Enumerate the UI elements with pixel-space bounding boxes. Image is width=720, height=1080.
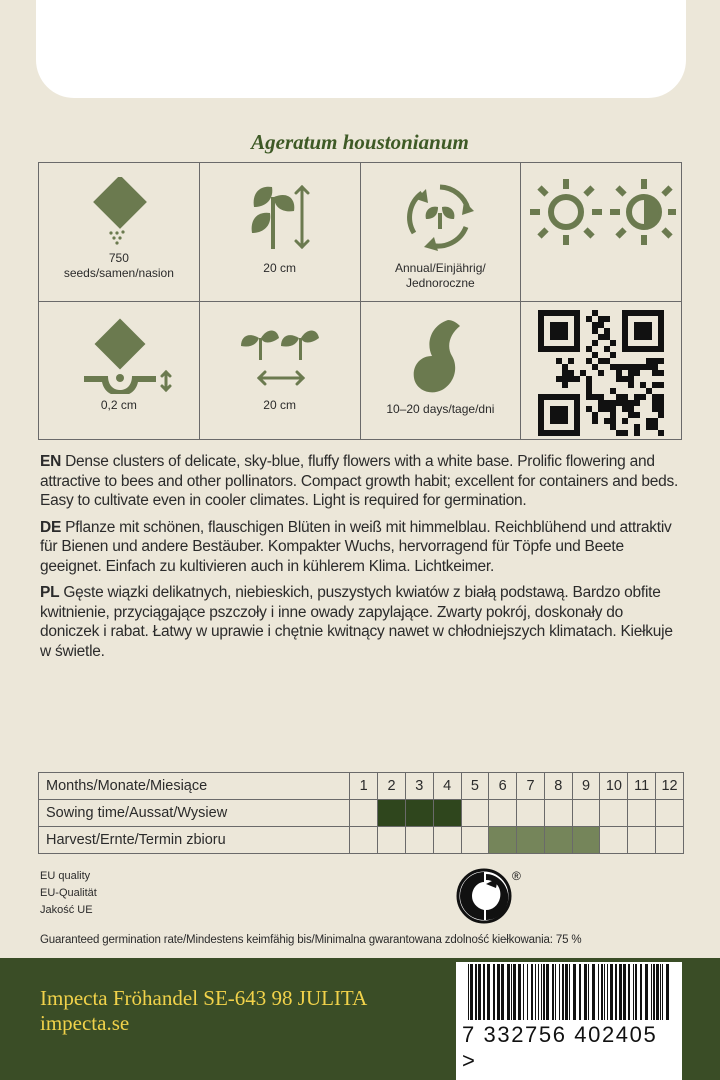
icon-grid <box>38 162 682 440</box>
month-header: 6 <box>489 773 517 800</box>
eu-quality <box>40 868 97 919</box>
plant-spacing-value: 20 cm <box>263 397 296 412</box>
harvest-month-cell <box>656 827 684 854</box>
harvest-month-cell <box>433 827 461 854</box>
green-dot-recycle-icon <box>456 866 526 931</box>
description-pl <box>40 583 680 661</box>
lifecycle-cell <box>361 163 522 302</box>
germinating-seed-icon <box>400 316 480 398</box>
sowing-month-cell <box>544 800 572 827</box>
height-cell <box>200 163 361 302</box>
month-header: 2 <box>378 773 406 800</box>
month-header: 5 <box>461 773 489 800</box>
sowing-month-cell <box>572 800 600 827</box>
lang-code-de: DE <box>40 518 62 536</box>
description-de <box>40 518 680 577</box>
month-header: 1 <box>350 773 378 800</box>
registered-mark: ® <box>512 869 521 883</box>
lang-code-en: EN <box>40 453 62 470</box>
sowing-month-cell <box>628 800 656 827</box>
lang-code-pl: PL <box>40 584 60 601</box>
hang-tab-cutout <box>36 0 686 98</box>
harvest-month-cell <box>517 827 545 854</box>
harvest-month-cell <box>572 827 600 854</box>
company-address: Impecta Fröhandel SE-643 98 JULITA <box>40 986 368 1010</box>
germination-time: 10–20 days/tage/dni <box>386 401 495 416</box>
sowing-depth-cell <box>39 302 200 441</box>
harvest-month-cell <box>350 827 378 854</box>
company-info <box>40 986 367 1036</box>
harvest-month-cell <box>628 827 656 854</box>
months-label: Months/Monate/Miesiące <box>39 773 350 800</box>
germination-cell <box>361 302 522 441</box>
description-de-text: Pflanze mit schönen, flauschigen Blüten in weiß mit himmelblau. Reichblühend und attraktiv für Bienen und andere Bestäuber. Kompakter Wuchs, hervorragend für Töpfe und Beete geeignet. Einfach zu kultivieren auch in kühlerem Klima. Lichtkeimer. <box>40 518 672 575</box>
sowing-month-cell <box>489 800 517 827</box>
description-pl-text: Gęste wiązki delikatnych, niebieskich, puszystych kwiatów z białą podstawą. Bardzo obfite kwitnienie, przyciągające pszczoły i inne owady zapylające. Zwarty pokrój, doskonały do doniczek i rabat. Łatwy w uprawie i chętnie kwitnący nawet w chłodniejszych klimatach. Kiełkuje w świetle. <box>40 584 673 660</box>
sowing-label: Sowing time/Aussat/Wysiew <box>39 800 350 827</box>
sowing-month-cell <box>656 800 684 827</box>
month-header: 3 <box>405 773 433 800</box>
month-header: 8 <box>544 773 572 800</box>
qr-code[interactable] <box>538 310 664 436</box>
barcode-bars <box>456 964 682 1026</box>
germination-guarantee: Guaranteed germination rate/Mindestens keimfähig bis/Minimalna gwarantowana zdolność kiełkowania: 75 % <box>40 934 582 946</box>
sowing-month-cell <box>461 800 489 827</box>
sowing-month-cell <box>433 800 461 827</box>
sun-partial-shade-icon <box>526 177 676 247</box>
harvest-month-cell <box>544 827 572 854</box>
month-header: 7 <box>517 773 545 800</box>
harvest-month-cell <box>461 827 489 854</box>
species-title: Ageratum houstonianum <box>251 130 469 154</box>
harvest-month-cell <box>600 827 628 854</box>
qr-cell <box>521 302 682 441</box>
months-row <box>39 773 684 800</box>
annual-cycle-icon <box>400 177 480 257</box>
harvest-month-cell <box>405 827 433 854</box>
sowing-month-cell <box>350 800 378 827</box>
plant-spacing-cell <box>200 302 361 441</box>
plant-height-icon <box>240 177 320 257</box>
sowing-month-cell <box>378 800 406 827</box>
month-header: 11 <box>628 773 656 800</box>
eu-quality-de: EU-Qualität <box>40 887 97 899</box>
month-header: 9 <box>572 773 600 800</box>
eu-quality-pl: Jakość UE <box>40 904 93 916</box>
description-en <box>40 452 680 511</box>
harvest-row <box>39 827 684 854</box>
month-header: 4 <box>433 773 461 800</box>
seed-packet-icon <box>79 177 159 247</box>
company-website[interactable]: impecta.se <box>40 1011 130 1035</box>
seeds-cell <box>39 163 200 302</box>
month-header: 10 <box>600 773 628 800</box>
sowing-month-cell <box>600 800 628 827</box>
month-header: 12 <box>656 773 684 800</box>
harvest-month-cell <box>489 827 517 854</box>
plant-spacing-icon <box>235 316 325 394</box>
sowing-month-cell <box>405 800 433 827</box>
lifecycle-label: Annual/Einjährig/ Jednoroczne <box>395 261 486 290</box>
sowing-row <box>39 800 684 827</box>
harvest-label: Harvest/Ernte/Termin zbioru <box>39 827 350 854</box>
harvest-month-cell <box>378 827 406 854</box>
descriptions <box>40 452 680 668</box>
seed-count: 750 seeds/samen/nasion <box>63 251 174 280</box>
eu-quality-en: EU quality <box>40 870 91 882</box>
sowing-depth-value: 0,2 cm <box>100 397 137 412</box>
sowing-depth-icon <box>64 316 174 394</box>
sun-cell <box>521 163 682 302</box>
sowing-calendar <box>38 772 684 854</box>
barcode-number: 7 332756 402405 > <box>462 1022 658 1073</box>
sowing-month-cell <box>517 800 545 827</box>
plant-height-value: 20 cm <box>263 261 296 275</box>
description-en-text: Dense clusters of delicate, sky-blue, fluffy flowers with a white base. Prolific flowering and attractive to bees and other pollinators. Compact growth habit; excellent for containers and beds. Easy to cultivate even in cooler climates. Light is required for germination. <box>40 453 679 509</box>
